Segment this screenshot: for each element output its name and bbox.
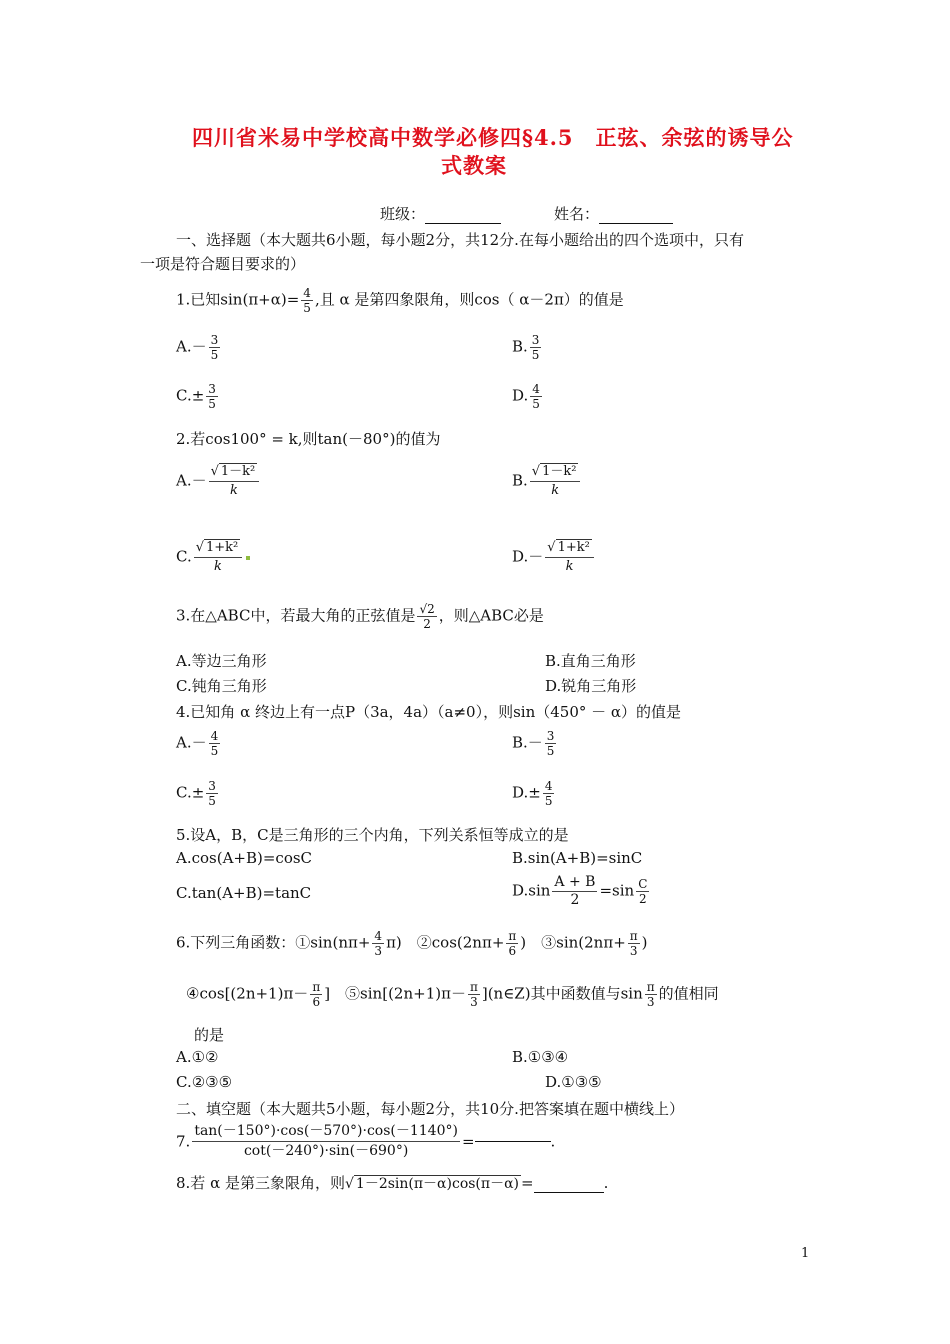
question-2: 2.若cos100° = k,则tan(－80°)的值为	[176, 430, 441, 448]
q6-option-d[interactable]: D.①③⑤	[545, 1073, 602, 1091]
question-5: 5.设A，B，C是三角形的三个内角，下列关系恒等成立的是	[176, 826, 569, 844]
q6-option-b[interactable]: B.①③④	[512, 1048, 569, 1066]
question-6-line1: 6.下列三角函数：①sin(nπ+ $\frac{4}{3}$ π) ②cos(2nπ+ $\frac{\pi}{6}$ ) ③sin(2nπ+ $\frac{\pi}{3}$ )	[176, 929, 648, 958]
q1-option-c[interactable]: C.± $\frac{3}{5}$	[176, 382, 216, 411]
q3-option-b[interactable]: B.直角三角形	[545, 652, 636, 670]
name-field	[554, 203, 673, 224]
q7-expression: $\frac{\tan(-150^\circ)\cdot\cos(-570^\circ)\cdot\cos(-1140^\circ)}{\cot(-240^\circ)\cdot\sin(-690^\circ)}$	[194, 1123, 458, 1159]
q1-suffix: ,且 α 是第四象限角，则cos（ α－2π）的值是	[314, 290, 624, 309]
q8-answer-blank[interactable]	[534, 1192, 604, 1193]
question-1	[176, 286, 624, 315]
q2-option-a[interactable]: A.－ $\frac{\text{√ 1－k²}}{k}$	[176, 463, 261, 500]
section1-heading-line2: 一项是符合题目要求的）	[140, 255, 306, 273]
q7-answer-blank[interactable]	[475, 1141, 551, 1142]
q1-fraction: $\frac{4}{5}$	[303, 286, 311, 315]
q3-option-a[interactable]: A.等边三角形	[176, 652, 267, 670]
q2-option-d[interactable]: D.－ $\frac{\text{√ 1+k²}}{k}$	[512, 539, 596, 576]
q5-option-a[interactable]: A.cos(A+B)=cosC	[176, 849, 313, 867]
q5-option-d[interactable]: D.sin $\frac{A + B}{2}$ =sin $\frac{C}{2}$	[512, 874, 648, 908]
section1-heading-line1: 一、选择题（本大题共6小题，每小题2分，共12分.在每小题给出的四个选项中，只有	[176, 231, 744, 249]
q3-option-c[interactable]: C.钝角三角形	[176, 677, 267, 695]
q1-option-a[interactable]: A.－ $\frac{3}{5}$	[176, 333, 219, 362]
q4-option-b[interactable]: B.－ $\frac{3}{5}$	[512, 729, 555, 758]
question-8: 8.若 α 是第三象限角，则√ 1－2sin(π－α)cos(π－α) = .	[176, 1174, 609, 1192]
question-6-line3: 的是	[194, 1026, 225, 1044]
q1-prefix: 1.已知sin(π+α)=	[176, 290, 300, 309]
q5-option-c[interactable]: C.tan(A+B)=tanC	[176, 884, 312, 902]
question-6-line2: ④cos[(2n+1)π－ $\frac{\pi}{6}$ ] ⑤sin[(2n+1)π－ $\frac{\pi}{3}$ ](n∈Z)其中函数值与sin $\frac{\pi}{3}$ 的值相同	[186, 980, 719, 1009]
q5-option-b[interactable]: B.sin(A+B)=sinC	[512, 849, 643, 867]
q4-option-a[interactable]: A.－ $\frac{4}{5}$	[176, 729, 219, 758]
class-blank	[425, 223, 501, 224]
q1-option-d[interactable]: D. $\frac{4}{5}$	[512, 382, 540, 411]
page-title-line2: 式教案	[441, 153, 507, 178]
q1-option-b[interactable]: B. $\frac{3}{5}$	[512, 333, 540, 362]
q4-option-d[interactable]: D.± $\frac{4}{5}$	[512, 779, 553, 808]
q4-option-c[interactable]: C.± $\frac{3}{5}$	[176, 779, 216, 808]
q3-option-d[interactable]: D.锐角三角形	[545, 677, 637, 695]
q2-option-c[interactable]: C. $\frac{\text{√ 1+k²}}{k}$	[176, 539, 250, 576]
question-4: 4.已知角 α 终边上有一点P（3a，4a）（a≠0），则sin（450° － α）的值是	[176, 703, 682, 721]
name-blank	[599, 223, 673, 224]
q2-option-b[interactable]: B. $\frac{\text{√ 1－k²}}{k}$	[512, 463, 582, 500]
q6-option-c[interactable]: C.②③⑤	[176, 1073, 233, 1091]
class-label: 班级：	[380, 205, 426, 223]
marker-dot	[246, 556, 250, 560]
name-label: 姓名：	[554, 205, 600, 223]
page-number: 1	[801, 1246, 810, 1261]
page-title-line1: 四川省米易中学校高中数学必修四§4.5 正弦、余弦的诱导公	[192, 125, 794, 150]
class-field	[380, 203, 501, 224]
question-7: 7. $\frac{\tan(-150^\circ)\cdot\cos(-570^\circ)\cdot\cos(-1140^\circ)}{\cot(-240^\circ)\cdot\sin(-690^\circ)}$ = .	[176, 1123, 556, 1159]
question-3: 3.在△ABC中，若最大角的正弦值是 $\frac{√2}{2}$ ，则△ABC必是	[176, 602, 544, 631]
q6-option-a[interactable]: A.①②	[176, 1048, 219, 1066]
q8-radicand: 1－2sin(π－α)cos(π－α)	[355, 1176, 520, 1192]
section2-heading: 二、填空题（本大题共5小题，每小题2分，共10分.把答案填在题中横线上）	[176, 1100, 684, 1118]
